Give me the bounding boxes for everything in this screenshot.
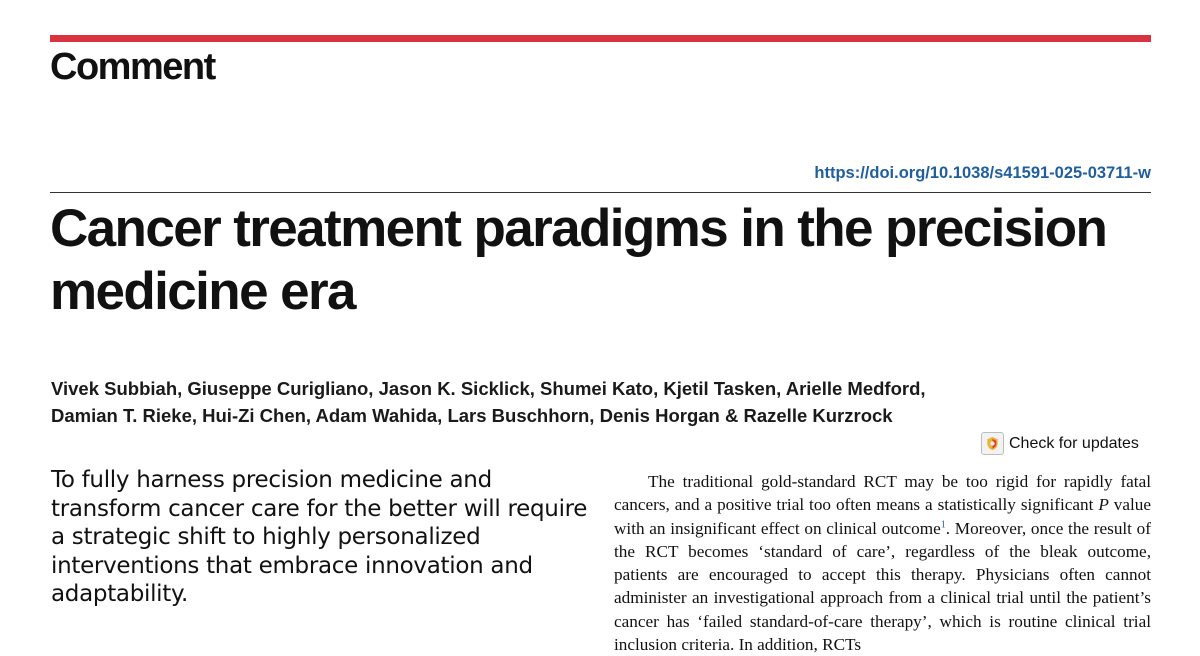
check-for-updates-button[interactable] xyxy=(981,432,1139,455)
p-value-symbol: P xyxy=(1098,495,1109,515)
check-for-updates-icon xyxy=(981,432,1004,455)
body-text-part-3: . Moreover, once the result of the RCT becomes ‘standard of care’, regardless of the bleak outcome, patients are encouraged to accept this therapy. Physicians often cannot administer an investigational approach from a clinical trial until the patient’s cancer has ‘failed standard-of-care therapy’, which is routine clinical trial inclusion criteria. In addition, RCTs xyxy=(614,518,1152,655)
standfirst: To fully harness precision medicine and transform cancer care for the better will require a strategic shift to highly personalized interventions that embrace innovation and adaptability. xyxy=(51,467,588,607)
doi-link[interactable]: https://doi.org/10.1038/s41591-025-03711-w xyxy=(814,164,1151,182)
body-text-part-1: The traditional gold-standard RCT may be too rigid for rapidly fatal cancers, and a positive trial too often means a statistically significant xyxy=(614,472,1151,515)
author-list: Vivek Subbiah, Giuseppe Curigliano, Jason K. Sicklick, Shumei Kato, Kjetil Tasken, Arielle Medford, Damian T. Rieke, Hui-Zi Chen, Adam Wahida, Lars Buschhorn, Denis Horgan & Razelle Kurzrock xyxy=(51,378,926,426)
body-paragraph xyxy=(614,470,1151,656)
section-label: Comment xyxy=(50,46,215,88)
title-divider xyxy=(50,192,1151,193)
body-text-part-2: value with an insignificant effect on clinical outcome xyxy=(614,495,1151,538)
check-for-updates-label: Check for updates xyxy=(1009,434,1139,452)
reference-1-link[interactable]: 1 xyxy=(940,518,946,530)
section-color-bar xyxy=(50,35,1151,42)
article-title: Cancer treatment paradigms in the precision medicine era xyxy=(50,199,1107,321)
